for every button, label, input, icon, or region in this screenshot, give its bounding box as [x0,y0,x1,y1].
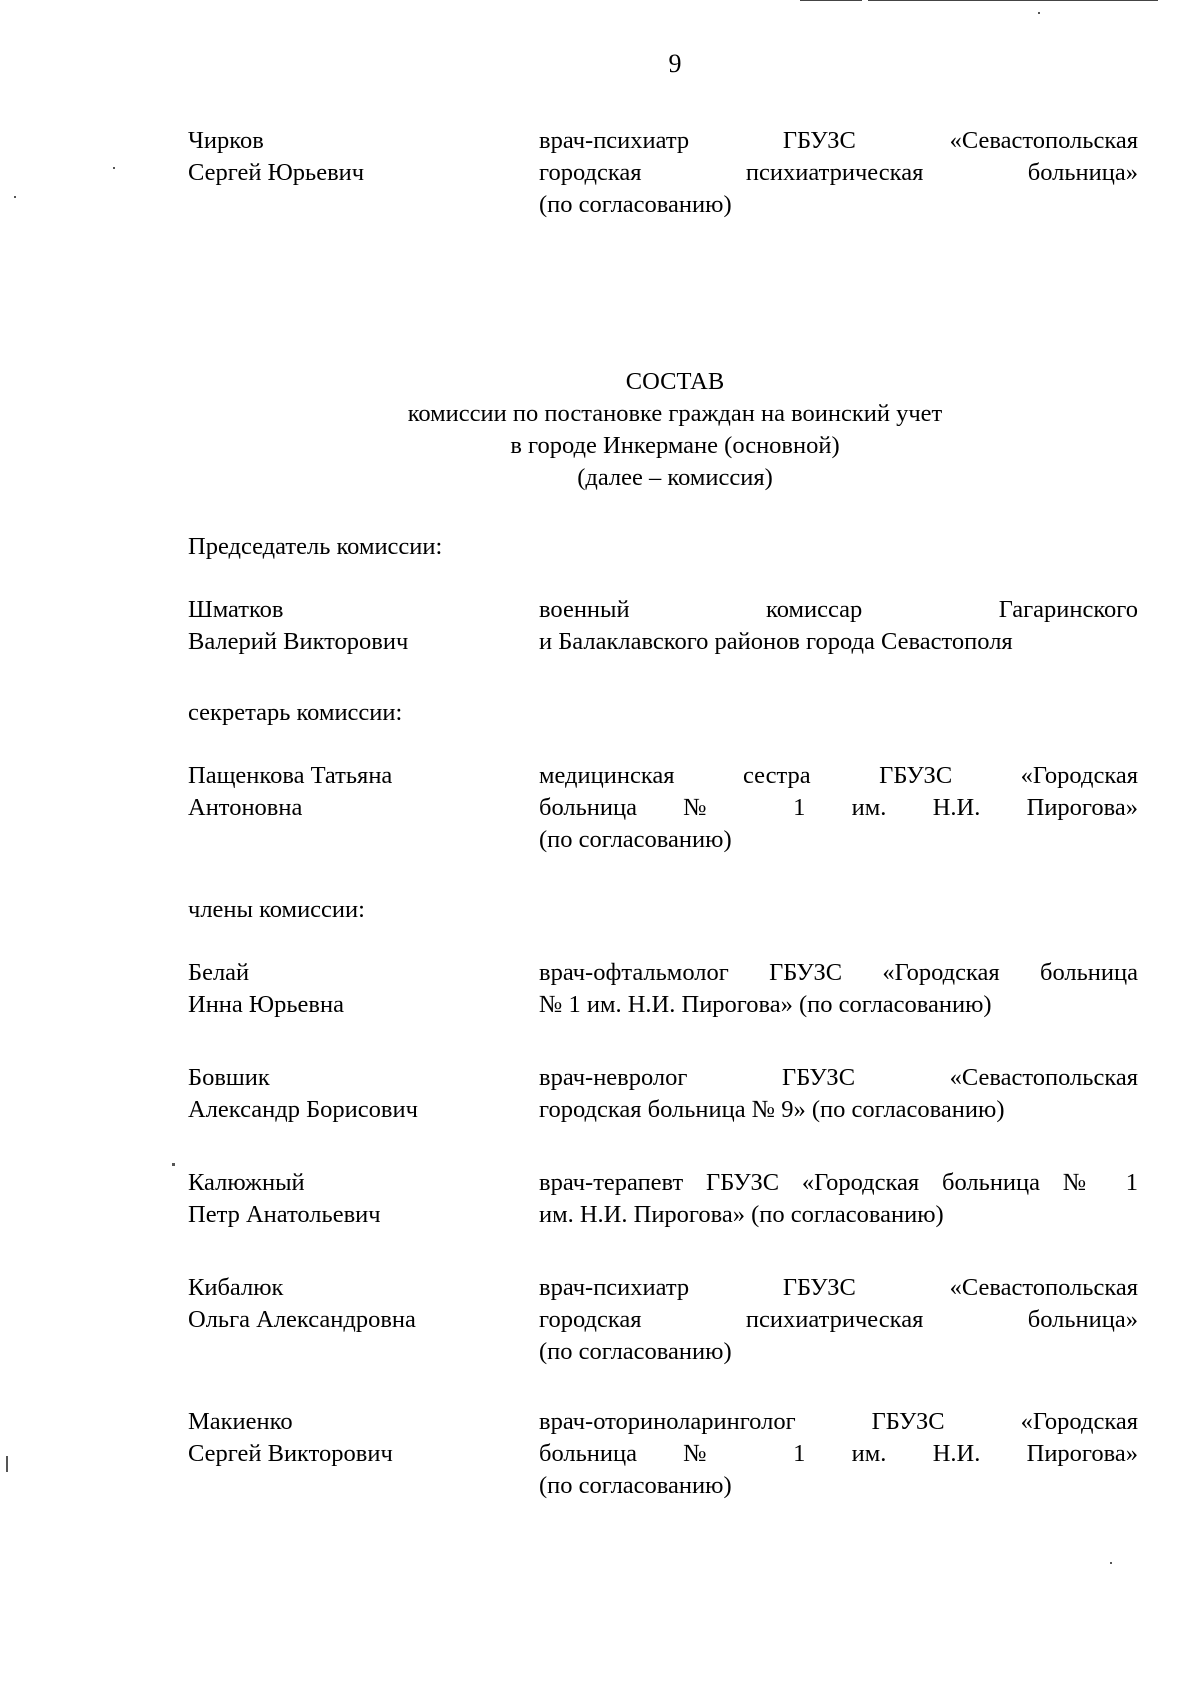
given-names: Инна Юрьевна [188,991,344,1018]
surname: Макиенко [188,1408,293,1435]
scan-speck [1038,12,1040,14]
surname: Калюжный [188,1169,305,1196]
role-line: врач-оториноларинголог ГБУЗС «Городская [539,1408,1138,1435]
role-line: врач-невролог ГБУЗС «Севастопольская [539,1064,1138,1091]
role-line: им. Н.И. Пирогова» (по согласованию) [539,1201,944,1228]
heading-line: комиссии по постановке граждан на воинский учет [407,400,943,427]
role-line: городская психиатрическая больница» [539,159,1138,186]
person-role [539,1167,1138,1231]
person-name [188,760,528,824]
surname: Чирков [188,127,264,154]
given-names: Сергей Викторович [188,1440,393,1467]
role-line: и Балаклавского районов города Севастополя [539,628,1013,655]
person-role [539,957,1138,1021]
person-name [188,1272,528,1336]
heading-line: в городе Инкермане (основной) [510,432,840,459]
given-names: Ольга Александровна [188,1306,416,1333]
role-line: врач-психиатр ГБУЗС «Севастопольская [539,1274,1138,1301]
person-name [188,1406,528,1470]
person-name [188,957,528,1021]
given-names: Петр Анатольевич [188,1201,381,1228]
scan-speck [113,167,115,169]
page-number: 9 [668,49,682,78]
scan-speck [172,1163,175,1166]
person-name [188,125,528,189]
scan-artifact-line [868,0,1158,1]
role-line: врач-офтальмолог ГБУЗС «Городская больница [539,959,1138,986]
secretary-label: секретарь комиссии: [188,699,403,726]
section-heading [0,366,1200,494]
role-line: больница № 1 им. Н.И. Пирогова» [539,1440,1138,1467]
scan-speck [6,1456,8,1472]
given-names: Сергей Юрьевич [188,159,365,186]
chair-label: Председатель комиссии: [188,533,443,560]
person-name [188,1167,528,1231]
person-role [539,760,1138,856]
role-line: врач-психиатр ГБУЗС «Севастопольская [539,127,1138,154]
scan-speck [14,196,16,198]
person-role [539,1406,1138,1502]
role-line: № 1 им. Н.И. Пирогова» (по согласованию) [539,991,992,1018]
person-role [539,1062,1138,1126]
members-label: члены комиссии: [188,896,365,923]
surname: Кибалюк [188,1274,284,1301]
surname: Шматков [188,596,284,623]
surname: Белай [188,959,250,986]
given-names: Валерий Викторович [188,628,409,655]
scan-speck [1110,1562,1112,1564]
surname: Пащенкова Татьяна [188,762,393,789]
role-line: (по согласованию) [539,1472,732,1499]
person-role [539,594,1138,658]
heading-line: (далее – комиссия) [577,464,773,491]
role-line: медицинская сестра ГБУЗС «Городская [539,762,1138,789]
given-names: Антоновна [188,794,303,821]
person-name [188,1062,528,1126]
role-line: городская психиатрическая больница» [539,1306,1138,1333]
role-line: (по согласованию) [539,826,732,853]
role-line: (по согласованию) [539,1338,732,1365]
role-line: (по согласованию) [539,191,732,218]
role-line: военный комиссар Гагаринского [539,596,1138,623]
given-names: Александр Борисович [188,1096,418,1123]
person-role [539,125,1138,221]
heading-title: СОСТАВ [625,368,725,395]
surname: Бовшик [188,1064,270,1091]
role-line: больница № 1 им. Н.И. Пирогова» [539,794,1138,821]
person-role [539,1272,1138,1368]
scan-artifact-line [800,0,862,1]
person-name [188,594,528,658]
role-line: врач-терапевт ГБУЗС «Городская больница № 1 [539,1169,1138,1196]
role-line: городская больница № 9» (по согласованию) [539,1096,1005,1123]
